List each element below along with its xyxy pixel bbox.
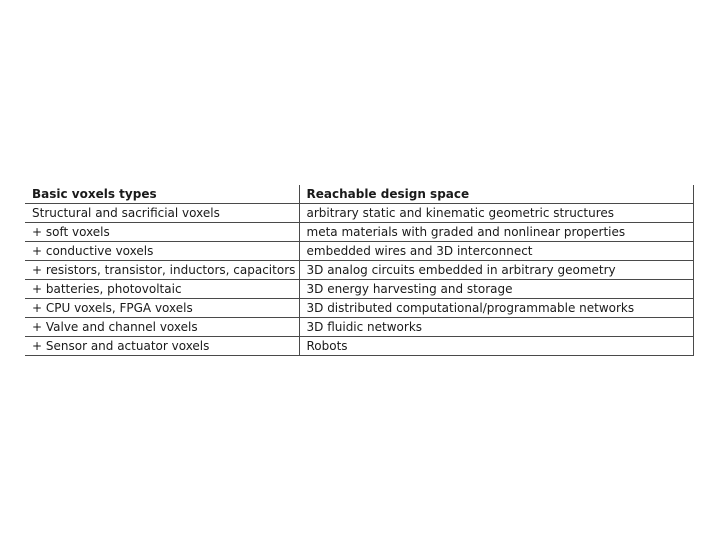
voxel-type-cell: Structural and sacrificial voxels: [25, 204, 299, 223]
voxel-type-cell: + resistors, transistor, inductors, capacitors: [25, 261, 299, 280]
table-header-row: [25, 185, 693, 204]
design-space-cell: 3D energy harvesting and storage: [299, 280, 693, 299]
voxel-type-cell: + conductive voxels: [25, 242, 299, 261]
design-space-cell: 3D distributed computational/programmable networks: [299, 299, 693, 318]
design-space-cell: 3D analog circuits embedded in arbitrary geometry: [299, 261, 693, 280]
table-row: [25, 204, 693, 223]
design-space-cell: 3D fluidic networks: [299, 318, 693, 337]
table-row: [25, 280, 693, 299]
header-reachable-design-space: Reachable design space: [299, 185, 693, 204]
table-row: [25, 242, 693, 261]
table-row: [25, 337, 693, 356]
table-row: [25, 261, 693, 280]
design-space-cell: meta materials with graded and nonlinear properties: [299, 223, 693, 242]
table-row: [25, 223, 693, 242]
design-space-cell: arbitrary static and kinematic geometric structures: [299, 204, 693, 223]
table-row: [25, 299, 693, 318]
design-space-cell: embedded wires and 3D interconnect: [299, 242, 693, 261]
voxel-type-cell: + CPU voxels, FPGA voxels: [25, 299, 299, 318]
voxel-type-cell: + Sensor and actuator voxels: [25, 337, 299, 356]
voxel-type-cell: + soft voxels: [25, 223, 299, 242]
voxel-design-table: [25, 185, 694, 356]
voxel-type-cell: + Valve and channel voxels: [25, 318, 299, 337]
voxel-type-cell: + batteries, photovoltaic: [25, 280, 299, 299]
header-basic-voxel-types: Basic voxels types: [25, 185, 299, 204]
table-row: [25, 318, 693, 337]
design-space-cell: Robots: [299, 337, 693, 356]
